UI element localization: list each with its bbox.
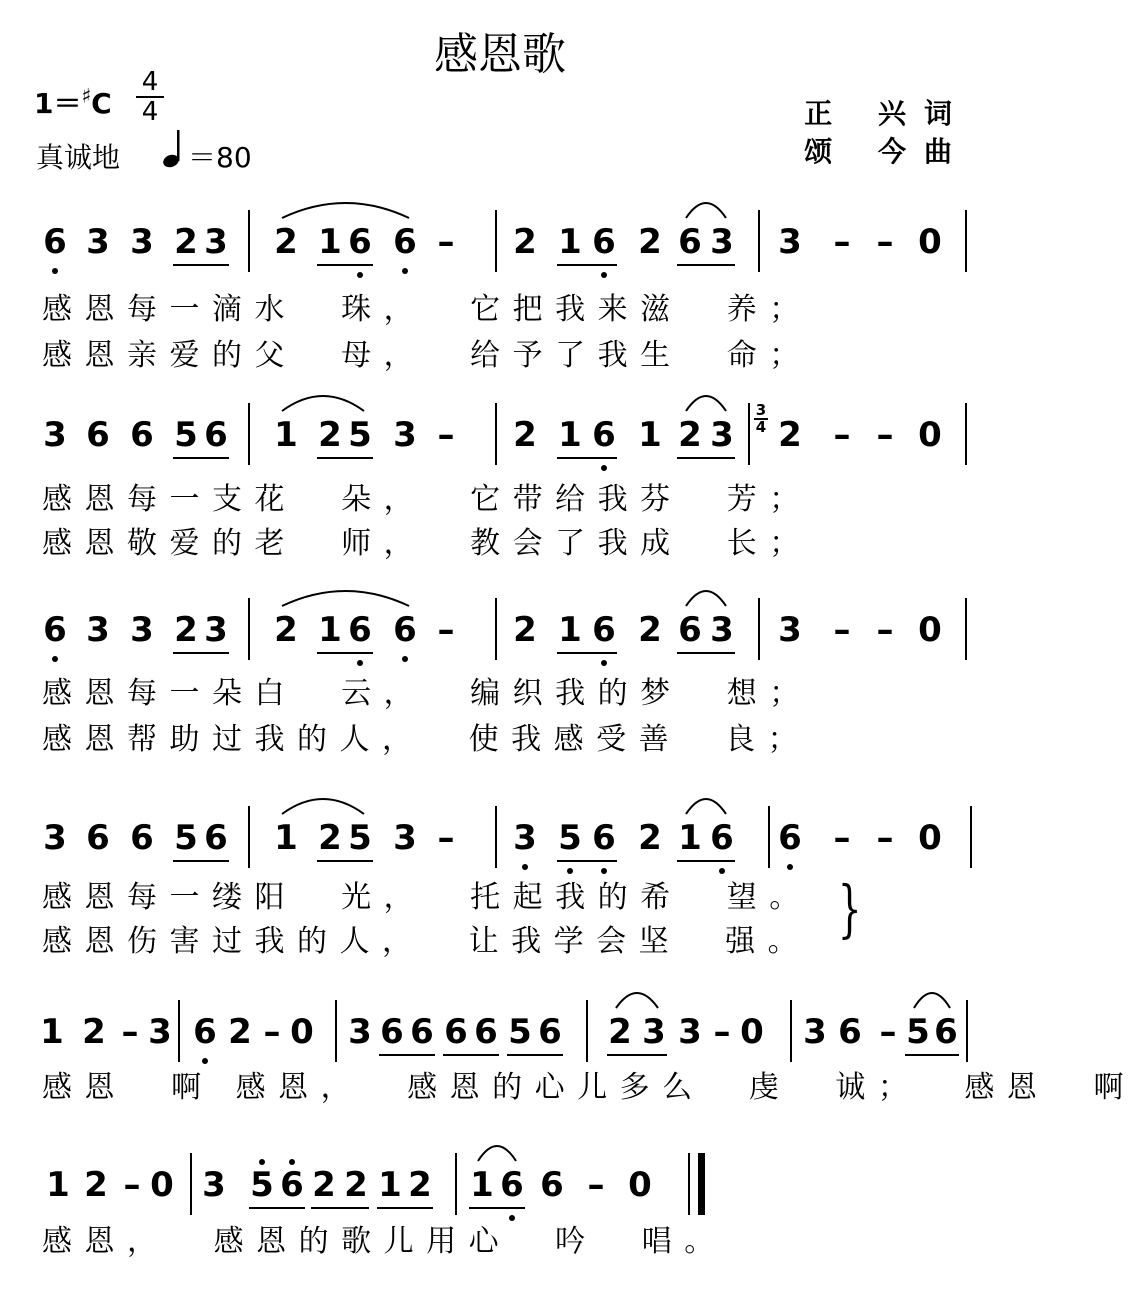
- slur-mark: [280, 584, 411, 608]
- score-note: –: [587, 1165, 605, 1205]
- eighth-beam: [507, 1054, 563, 1056]
- time-denominator: 4: [141, 97, 159, 127]
- eighth-beam: [173, 457, 229, 459]
- lyric-line-1: 感恩每一缕阳 光， 托起我的希 望。: [42, 880, 812, 915]
- score-note: 3: [130, 222, 154, 262]
- score-note: –: [713, 1012, 731, 1052]
- score-note: 6: [280, 1165, 304, 1205]
- score-note: 5: [508, 1012, 532, 1052]
- score-note: 3: [778, 222, 802, 262]
- score-note: 3: [130, 610, 154, 650]
- barline: [965, 403, 967, 465]
- lyric-line-2: 感恩帮助过我的人， 使我感受善 良；: [42, 722, 811, 757]
- eighth-beam: [557, 264, 617, 266]
- score-note: 6: [204, 818, 228, 858]
- score-note: –: [876, 222, 894, 262]
- score-note: 5: [174, 818, 198, 858]
- octave-dot-below: [787, 864, 793, 870]
- eighth-beam: [317, 860, 373, 862]
- score-note: –: [263, 1012, 281, 1052]
- barline: [965, 210, 967, 272]
- score-note: 2: [318, 818, 342, 858]
- score-note: 2: [778, 415, 802, 455]
- score-note: 6: [592, 818, 616, 858]
- score-note: 1: [318, 610, 342, 650]
- eighth-beam: [173, 860, 229, 862]
- slur-mark: [912, 986, 952, 1010]
- eighth-beam: [379, 1054, 435, 1056]
- barline: [495, 806, 497, 868]
- score-note: 2: [513, 610, 537, 650]
- barline: [248, 403, 250, 465]
- barline: [758, 210, 760, 272]
- eighth-beam: [173, 652, 229, 654]
- score-note: 2: [174, 222, 198, 262]
- eighth-beam: [469, 1207, 525, 1209]
- score-note: 3: [204, 610, 228, 650]
- score-note: 6: [540, 1165, 564, 1205]
- eighth-beam: [377, 1207, 433, 1209]
- score-note: 6: [778, 818, 802, 858]
- score-note: 1: [46, 1165, 70, 1205]
- score-note: 0: [150, 1165, 174, 1205]
- score-note: 6: [934, 1012, 958, 1052]
- meter-change: [754, 403, 768, 435]
- eighth-beam: [677, 860, 735, 862]
- score-note: 1: [378, 1165, 402, 1205]
- key-label: 1＝: [34, 87, 82, 120]
- score-note: 2: [318, 415, 342, 455]
- score-note: 2: [608, 1012, 632, 1052]
- score-note: 1: [558, 415, 582, 455]
- barline: [970, 806, 972, 868]
- score-note: 6: [838, 1012, 862, 1052]
- score-note: 1: [40, 1012, 64, 1052]
- score-note: 3: [678, 1012, 702, 1052]
- lyric-line-1: 感恩 啊 感恩， 感恩的心儿多么 虔 诚； 感恩 啊: [42, 1070, 1136, 1105]
- eighth-beam: [677, 457, 735, 459]
- time-numerator: 4: [141, 67, 159, 97]
- score-note: 3: [803, 1012, 827, 1052]
- score-note: 6: [474, 1012, 498, 1052]
- score-note: 5: [348, 818, 372, 858]
- score-note: –: [879, 1012, 897, 1052]
- score-note: –: [121, 1012, 139, 1052]
- octave-dot-below: [357, 272, 363, 278]
- octave-dot-below: [601, 465, 607, 471]
- slur-mark: [684, 389, 728, 413]
- lyricist-credit: 正 兴词: [804, 97, 970, 130]
- barline: [248, 598, 250, 660]
- score-note: 6: [678, 610, 702, 650]
- octave-dot-below: [402, 656, 408, 662]
- key-signature: [34, 82, 112, 122]
- barline: [758, 598, 760, 660]
- score-note: 2: [82, 1012, 106, 1052]
- quarter-note-icon: [162, 128, 186, 168]
- barline: [248, 806, 250, 868]
- barline: [335, 1000, 337, 1062]
- score-note: 3: [513, 818, 537, 858]
- score-note: 2: [678, 415, 702, 455]
- score-note: 2: [274, 222, 298, 262]
- score-note: 1: [678, 818, 702, 858]
- lyric-line-1: 感恩， 感恩的歌儿用心 吟 唱。: [42, 1224, 727, 1259]
- score-note: 3: [204, 222, 228, 262]
- eighth-beam: [317, 264, 373, 266]
- score-note: 3: [710, 222, 734, 262]
- score-note: 5: [250, 1165, 274, 1205]
- score-note: –: [833, 222, 851, 262]
- barline: [586, 1000, 588, 1062]
- eighth-beam: [677, 652, 735, 654]
- score-note: 6: [592, 610, 616, 650]
- score-note: 3: [393, 818, 417, 858]
- score-note: 6: [592, 222, 616, 262]
- time-signature: [136, 67, 164, 127]
- score-note: 2: [638, 222, 662, 262]
- barline: [965, 598, 967, 660]
- score-note: 6: [500, 1165, 524, 1205]
- score-note: 1: [274, 818, 298, 858]
- eighth-beam: [905, 1054, 959, 1056]
- lyric-line-2: 感恩亲爱的父 母， 给予了我生 命；: [42, 338, 812, 373]
- slur-mark: [476, 1139, 518, 1163]
- score-note: 0: [628, 1165, 652, 1205]
- barline: [790, 1000, 792, 1062]
- score-note: 6: [130, 415, 154, 455]
- score-note: 5: [906, 1012, 930, 1052]
- eighth-beam: [173, 264, 229, 266]
- score-note: 5: [348, 415, 372, 455]
- octave-dot-below: [357, 660, 363, 666]
- score-note: 2: [174, 610, 198, 650]
- score-note: 6: [204, 415, 228, 455]
- score-note: 6: [393, 610, 417, 650]
- octave-dot-below: [601, 272, 607, 278]
- score-note: 6: [130, 818, 154, 858]
- score-note: 3: [43, 415, 67, 455]
- score-note: –: [876, 610, 894, 650]
- eighth-beam: [311, 1207, 369, 1209]
- score-note: –: [876, 415, 894, 455]
- score-note: –: [123, 1165, 141, 1205]
- score-note: 3: [86, 222, 110, 262]
- score-note: 3: [148, 1012, 172, 1052]
- slur-mark: [614, 986, 660, 1010]
- eighth-beam: [249, 1207, 305, 1209]
- eighth-beam: [443, 1054, 499, 1056]
- slur-mark: [280, 792, 366, 816]
- score-note: 0: [290, 1012, 314, 1052]
- score-note: 6: [538, 1012, 562, 1052]
- score-note: 2: [408, 1165, 432, 1205]
- score-note: 6: [43, 610, 67, 650]
- octave-dot-below: [522, 864, 528, 870]
- octave-dot-below: [601, 660, 607, 666]
- slur-mark: [280, 389, 366, 413]
- score-note: 5: [558, 818, 582, 858]
- score-note: 2: [84, 1165, 108, 1205]
- eighth-beam: [557, 860, 617, 862]
- score-note: 6: [444, 1012, 468, 1052]
- score-note: 2: [638, 610, 662, 650]
- score-note: 1: [274, 415, 298, 455]
- octave-dot-below: [52, 268, 58, 274]
- score-note: 1: [470, 1165, 494, 1205]
- meter-change-denominator: 4: [755, 418, 767, 436]
- score-note: 2: [312, 1165, 336, 1205]
- score-note: 3: [710, 610, 734, 650]
- octave-dot-above: [289, 1159, 295, 1165]
- score-note: –: [437, 222, 455, 262]
- score-note: 3: [86, 610, 110, 650]
- score-note: 1: [558, 610, 582, 650]
- barline: [190, 1153, 192, 1215]
- score-note: 6: [86, 818, 110, 858]
- score-note: 2: [513, 222, 537, 262]
- score-note: 5: [174, 415, 198, 455]
- score-note: 2: [344, 1165, 368, 1205]
- score-note: –: [437, 415, 455, 455]
- lyric-line-2: 感恩伤害过我的人， 让我学会坚 强。: [42, 924, 811, 959]
- score-note: 6: [348, 222, 372, 262]
- barline: [248, 210, 250, 272]
- eighth-beam: [557, 457, 617, 459]
- score-note: 3: [642, 1012, 666, 1052]
- barline: [495, 403, 497, 465]
- score-note: 3: [393, 415, 417, 455]
- score-note: 6: [380, 1012, 404, 1052]
- score-note: 6: [43, 222, 67, 262]
- score-note: 2: [228, 1012, 252, 1052]
- score-note: –: [833, 610, 851, 650]
- eighth-beam: [607, 1054, 667, 1056]
- barline: [495, 598, 497, 660]
- lyric-brace: }: [837, 872, 862, 945]
- barline: [455, 1153, 457, 1215]
- lyric-line-2: 感恩敬爱的老 师， 教会了我成 长；: [42, 526, 812, 561]
- score-note: 6: [393, 222, 417, 262]
- score-note: 2: [513, 415, 537, 455]
- score-note: 2: [274, 610, 298, 650]
- score-note: 1: [638, 415, 662, 455]
- score-note: 2: [638, 818, 662, 858]
- barline: [768, 806, 770, 868]
- score-note: 6: [193, 1012, 217, 1052]
- barline: [966, 1000, 968, 1062]
- score-note: 6: [86, 415, 110, 455]
- score-note: 6: [678, 222, 702, 262]
- slur-mark: [280, 196, 411, 220]
- key-accidental: ♯: [81, 83, 92, 108]
- score-note: 0: [918, 610, 942, 650]
- score-note: 6: [348, 610, 372, 650]
- score-note: 6: [410, 1012, 434, 1052]
- final-barline: [698, 1153, 705, 1215]
- barline: [495, 210, 497, 272]
- eighth-beam: [317, 652, 373, 654]
- score-note: 3: [348, 1012, 372, 1052]
- score-note: 6: [592, 415, 616, 455]
- score-note: –: [437, 610, 455, 650]
- score-note: 6: [710, 818, 734, 858]
- barline: [688, 1153, 690, 1215]
- score-note: 1: [318, 222, 342, 262]
- meter-change-numerator: 3: [755, 401, 767, 419]
- score-note: 0: [918, 818, 942, 858]
- slur-mark: [684, 792, 728, 816]
- lyric-line-1: 感恩每一支花 朵， 它带给我芬 芳；: [42, 482, 812, 517]
- score-note: 1: [558, 222, 582, 262]
- score-note: –: [833, 415, 851, 455]
- lyric-line-1: 感恩每一朵白 云， 编织我的梦 想；: [42, 676, 812, 711]
- slur-mark: [684, 196, 728, 220]
- octave-dot-below: [402, 268, 408, 274]
- barline: [748, 403, 750, 465]
- tempo-text: 真诚地: [36, 141, 121, 174]
- eighth-beam: [557, 652, 617, 654]
- score-note: –: [876, 818, 894, 858]
- octave-dot-below: [52, 656, 58, 662]
- score-note: 0: [740, 1012, 764, 1052]
- score-note: 3: [710, 415, 734, 455]
- eighth-beam: [677, 264, 735, 266]
- score-note: –: [437, 818, 455, 858]
- score-note: –: [833, 818, 851, 858]
- song-title: 感恩歌: [434, 29, 566, 80]
- lyric-line-1: 感恩每一滴水 珠， 它把我来滋 养；: [42, 292, 812, 327]
- score-note: 3: [43, 818, 67, 858]
- tempo-value: ＝80: [188, 141, 252, 174]
- score-note: 3: [202, 1165, 226, 1205]
- slur-mark: [684, 584, 728, 608]
- composer-credit: 颂 今曲: [804, 135, 970, 168]
- eighth-beam: [317, 457, 373, 459]
- key-note: C: [91, 87, 112, 120]
- score-note: 0: [918, 222, 942, 262]
- score-note: 0: [918, 415, 942, 455]
- barline: [178, 1000, 180, 1062]
- score-note: 3: [778, 610, 802, 650]
- octave-dot-above: [259, 1159, 265, 1165]
